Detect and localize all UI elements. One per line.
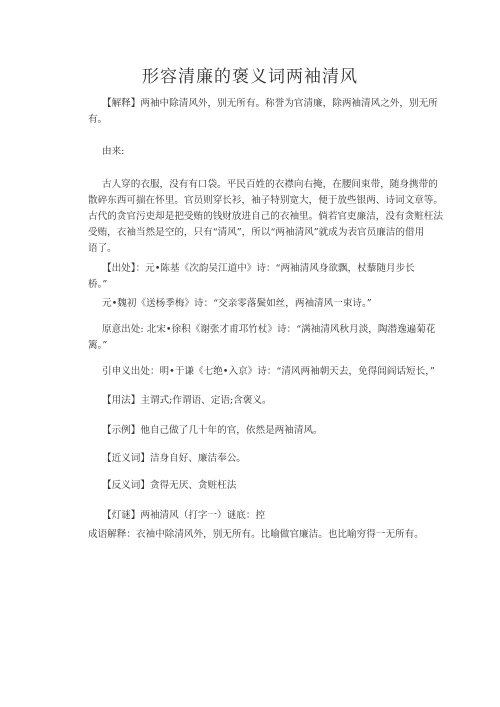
paragraph-line: 【示例】他自己做了几十年的官，依然是两袖清风。 (102, 425, 323, 436)
paragraph-line: 桥。” (88, 279, 108, 290)
paragraph-extended-source (88, 364, 435, 380)
paragraph-line: 引申义出处：明•于谦《七绝•入京》诗：“清风两袖朝天去，免得闾阎话短长，” (102, 366, 435, 377)
paragraph-line: 【解释】两袖中除清风外，别无所有。称誉为官清廉，除两袖清风之外，别无所 (102, 98, 438, 109)
paragraph-synonyms (88, 451, 423, 467)
paragraph-line: 篱。” (88, 340, 108, 351)
paragraph-line: 【近义词】洁身自好、廉洁奉公。 (102, 453, 246, 464)
paragraph-line: 语了。 (88, 243, 117, 254)
paragraph-line: 古代的贪官污吏却是把受贿的钱财放进自己的衣袖里。倘若官吏廉洁，没有贪赃枉法 (88, 211, 443, 222)
paragraph-line: 受贿，衣袖当然是空的，只有“清风”，所以“两袖清风”就成为表官员廉洁的借用 (88, 227, 425, 238)
paragraph-line: 由来: (102, 146, 125, 157)
paragraph-origin-heading (88, 144, 423, 160)
paragraph-line: 【用法】主谓式;作谓语、定语;含褒义。 (102, 395, 272, 406)
paragraph-line: 元•魏初《送杨季梅》诗：“交亲零落鬓如丝，两袖清风一束诗。” (102, 298, 372, 309)
paragraph-example (88, 423, 423, 439)
paragraph-original-source (88, 322, 436, 354)
paragraph-explanation (88, 96, 438, 128)
paragraph-source-2 (88, 296, 423, 312)
paragraph-riddle (88, 508, 423, 524)
paragraph-antonyms (88, 478, 423, 494)
paragraph-idiom-explanation (88, 527, 423, 543)
paragraph-origin-text (88, 177, 443, 257)
paragraph-line: 【出处】：元•陈基《次韵吴江道中》诗：“两袖清风身欲飘，杖藜随月步长 (102, 263, 415, 274)
paragraph-line: 原意出处: 北宋•徐积《谢张才甫邛竹杖》诗：“满袖清风秋月淡，陶潜逸遍菊花 (102, 324, 436, 335)
paragraph-line: 古人穿的衣服，没有有口袋。平民百姓的衣襟向右掩，在腰间束带，随身携带的 (102, 179, 438, 190)
paragraph-line: 有。 (88, 114, 108, 125)
paragraph-line: 成语解释：衣袖中除清风外，别无所有。比喻做官廉洁。也比喻穷得一无所有。 (88, 529, 424, 540)
paragraph-usage (88, 393, 423, 409)
document-title: 形容清廉的褒义词两袖清风 (142, 67, 358, 87)
paragraph-line: 【灯谜】两袖清风（打字一）谜底：控 (102, 510, 266, 521)
paragraph-line: 散碎东西可揣在怀里。官员则穿长衫，袖子特别宽大，便于放些银两、诗词文章等。 (88, 195, 443, 206)
paragraph-line: 【反义词】贪得无厌、贪赃枉法 (102, 480, 237, 491)
paragraph-source (88, 261, 423, 293)
